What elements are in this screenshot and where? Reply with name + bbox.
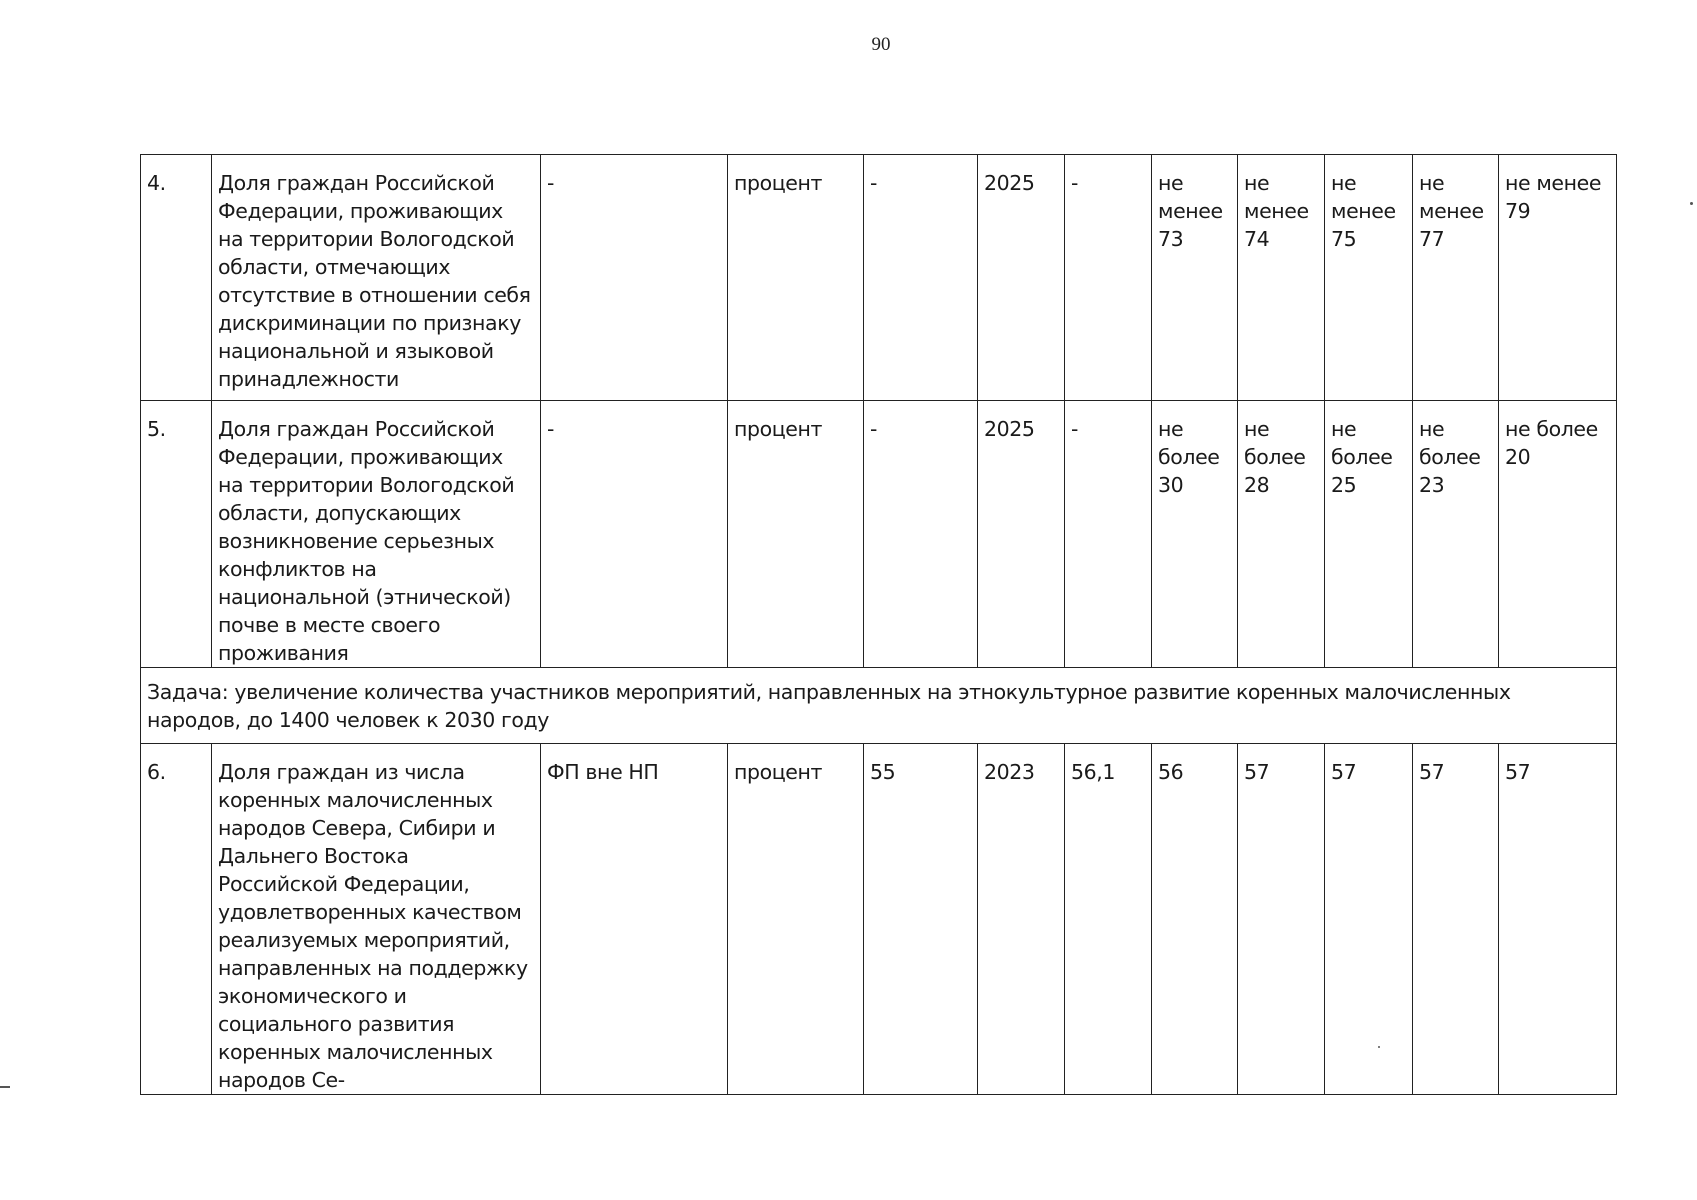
table-row bbox=[141, 401, 1617, 668]
base-value-cell: 55 bbox=[864, 744, 978, 1095]
table-row bbox=[141, 155, 1617, 401]
value-cell: не более 23 bbox=[1413, 401, 1499, 668]
value-cell: не менее 74 bbox=[1238, 155, 1325, 401]
row-number-cell: 6. bbox=[141, 744, 212, 1095]
base-year-cell: 2023 bbox=[978, 744, 1065, 1095]
indicator-name-cell: Доля граждан Российской Федерации, проживающих на территории Вологодской области, допускающих возникновение серьезных конфликтов на национальной (этнической) почве в месте своего проживания bbox=[212, 401, 541, 668]
value-cell: 57 bbox=[1413, 744, 1499, 1095]
base-year-cell: 2025 bbox=[978, 401, 1065, 668]
unit-cell: процент bbox=[728, 744, 864, 1095]
value-cell: не более 25 bbox=[1325, 401, 1413, 668]
scan-mark bbox=[1378, 1046, 1380, 1048]
indicator-name-cell: Доля граждан Российской Федерации, проживающих на территории Вологодской области, отмечающих отсутствие в отношении себя дискриминации по признаку национальной и языковой принадлежности bbox=[212, 155, 541, 401]
table-row bbox=[141, 744, 1617, 1095]
value-cell: 57 bbox=[1238, 744, 1325, 1095]
base-value-cell: - bbox=[864, 401, 978, 668]
row-number-cell: 4. bbox=[141, 155, 212, 401]
value-cell: 57 bbox=[1325, 744, 1413, 1095]
value-cell: не более 30 bbox=[1152, 401, 1238, 668]
task-description: Задача: увеличение количества участников мероприятий, направленных на этнокультурное развитие коренных малочисленных народов, до 1400 человек к 2030 году bbox=[141, 668, 1617, 744]
unit-cell: процент bbox=[728, 401, 864, 668]
scan-mark bbox=[1690, 202, 1693, 205]
value-cell: не менее 73 bbox=[1152, 155, 1238, 401]
row-number-cell: 5. bbox=[141, 401, 212, 668]
value-cell: 56 bbox=[1152, 744, 1238, 1095]
value-cell: не более 20 bbox=[1499, 401, 1617, 668]
value-cell: - bbox=[1065, 401, 1152, 668]
unit-cell: процент bbox=[728, 155, 864, 401]
task-row bbox=[141, 668, 1617, 744]
base-year-cell: 2025 bbox=[978, 155, 1065, 401]
page-number: 90 bbox=[871, 34, 891, 55]
scan-mark bbox=[0, 1086, 10, 1088]
value-cell: не менее 79 bbox=[1499, 155, 1617, 401]
value-cell: не менее 75 bbox=[1325, 155, 1413, 401]
value-cell: - bbox=[1065, 155, 1152, 401]
project-cell: - bbox=[541, 401, 728, 668]
indicator-name-cell: Доля граждан из числа коренных малочисленных народов Севера, Сибири и Дальнего Востока Российской Федерации, удовлетворенных качеством реализуемых мероприятий, направленных на поддержку экономического и социального развития коренных малочисленных народов Се- bbox=[212, 744, 541, 1095]
base-value-cell: - bbox=[864, 155, 978, 401]
project-cell: ФП вне НП bbox=[541, 744, 728, 1095]
value-cell: 57 bbox=[1499, 744, 1617, 1095]
value-cell: не менее 77 bbox=[1413, 155, 1499, 401]
value-cell: не более 28 bbox=[1238, 401, 1325, 668]
value-cell: 56,1 bbox=[1065, 744, 1152, 1095]
project-cell: - bbox=[541, 155, 728, 401]
indicators-table bbox=[140, 154, 1617, 1095]
